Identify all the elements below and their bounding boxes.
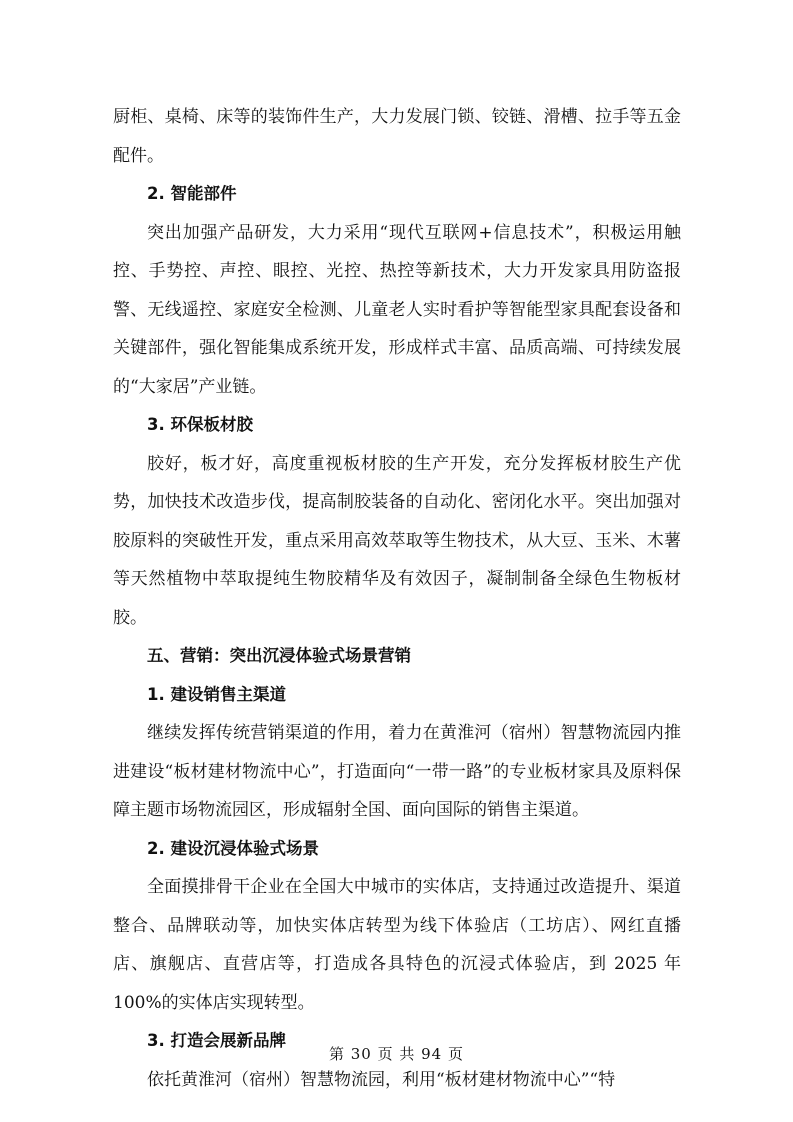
heading-exhibition-brand: 3. 打造会展新品牌 — [147, 1031, 286, 1050]
heading-eco-board-adhesive: 3. 环保板材胶 — [147, 415, 253, 434]
paragraph-eco-board-adhesive: 胶好，板才好，高度重视板材胶的生产开发，充分发挥板材胶生产优势，加快技术改造步伐，提高制胶装备的自动化、密闭化水平。突出加强对胶原料的突破性开发，重点采用高效萃取等生物技术，从大豆、玉米、木薯等天然植物中萃取提纯生物胶精华及有效因子，凝制制备全绿色生物板材胶。 — [113, 453, 681, 628]
paragraph-sales-channel: 继续发挥传统营销渠道的作用，着力在黄淮河（宿州）智慧物流园内推进建设“板材建材物流中心”，打造面向“一带一路”的专业板材家具及原料保障主题市场物流园区，形成辐射全国、面向国际的销售主渠道。 — [113, 723, 681, 820]
heading-sales-channel: 1. 建设销售主渠道 — [147, 684, 286, 704]
paragraph-exhibition-brand: 依托黄淮河（宿州）智慧物流园，利用“板材建材物流中心”“特 — [147, 1069, 616, 1090]
paragraph-smart-components: 突出加强产品研发，大力采用“现代互联网+信息技术”，积极运用触控、手势控、声控、眼控、光控、热控等新技术，大力开发家具用防盗报警、无线遥控、家庭安全检测、儿童老人实时看护等智能型家具配套设备和关键部件，强化智能集成系统开发，形成样式丰富、品质高端、可持续发展的“大家居”产业链。 — [113, 222, 681, 397]
paragraph-hardware-fittings: 厨柜、桌椅、床等的装饰件生产，大力发展门锁、铰链、滑槽、拉手等五金配件。 — [113, 107, 681, 166]
heading-immersive-scene: 2. 建设沉浸体验式场景 — [147, 838, 319, 858]
heading-smart-components: 2. 智能部件 — [147, 184, 237, 203]
document-body — [113, 98, 681, 1099]
section-heading-marketing: 五、营销：突出沉浸体验式场景营销 — [147, 646, 411, 665]
page-number-footer: 第 30 页 共 94 页 — [328, 1045, 464, 1063]
paragraph-immersive-scene: 全面摸排骨干企业在全国大中城市的实体店，支持通过改造提升、渠道整合、品牌联动等，加快实体店转型为线下体验店（工坊店）、网红直播店、旗舰店、直营店等，打造成各具特色的沉浸式体验店，到 2025 年 100%的实体店实现转型。 — [113, 877, 681, 1013]
